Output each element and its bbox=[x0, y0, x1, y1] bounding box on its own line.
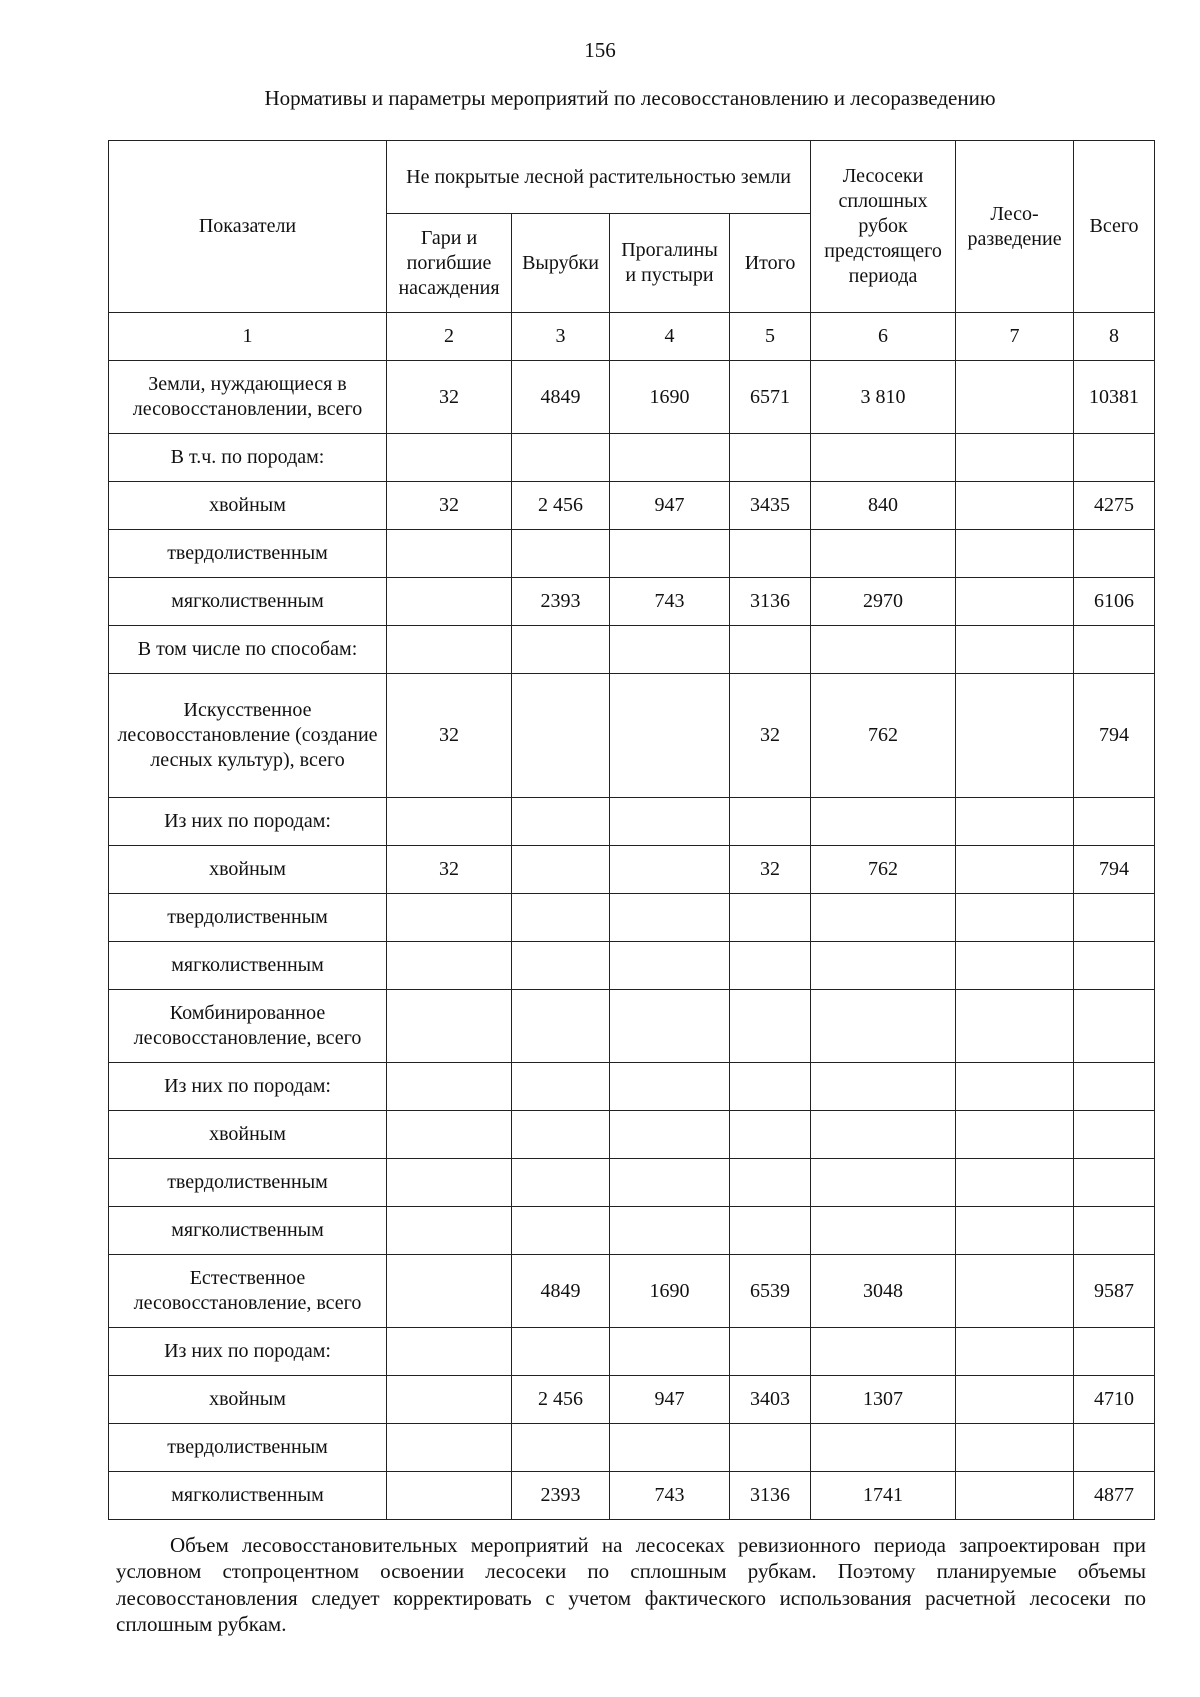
table-cell: 32 bbox=[730, 846, 811, 894]
table-cell bbox=[730, 1328, 811, 1376]
table-cell bbox=[610, 1063, 730, 1111]
row-label: Комбинированное лесовосстановление, всего bbox=[109, 990, 387, 1063]
table-cell bbox=[512, 846, 610, 894]
table-body bbox=[109, 313, 1155, 1520]
table-cell: 4877 bbox=[1074, 1472, 1155, 1520]
table-cell bbox=[1074, 798, 1155, 846]
table-cell bbox=[387, 1159, 512, 1207]
table-cell bbox=[811, 1159, 956, 1207]
table-cell bbox=[387, 894, 512, 942]
table-cell bbox=[610, 1424, 730, 1472]
table-cell: 947 bbox=[610, 482, 730, 530]
table-cell: 794 bbox=[1074, 674, 1155, 798]
table-cell bbox=[387, 434, 512, 482]
table-cell bbox=[610, 1111, 730, 1159]
row-label: мягколиственным bbox=[109, 1207, 387, 1255]
row-label: Земли, нуждающиеся в лесовосстановлении, всего bbox=[109, 361, 387, 434]
table-cell bbox=[811, 1207, 956, 1255]
table-cell bbox=[730, 530, 811, 578]
table-cell: 4849 bbox=[512, 361, 610, 434]
table-cell bbox=[730, 434, 811, 482]
table-row bbox=[109, 1063, 1155, 1111]
table-cell bbox=[811, 798, 956, 846]
row-label: твердолиственным bbox=[109, 1424, 387, 1472]
table-cell bbox=[811, 990, 956, 1063]
table-cell bbox=[1074, 990, 1155, 1063]
column-number: 1 bbox=[109, 313, 387, 361]
table-cell: 32 bbox=[730, 674, 811, 798]
table-cell: 9587 bbox=[1074, 1255, 1155, 1328]
table-cell bbox=[610, 1328, 730, 1376]
table-cell bbox=[811, 942, 956, 990]
table-cell bbox=[512, 1424, 610, 1472]
column-number: 4 bbox=[610, 313, 730, 361]
table-cell bbox=[811, 530, 956, 578]
table-cell bbox=[956, 1376, 1074, 1424]
table-row bbox=[109, 1472, 1155, 1520]
table-cell bbox=[610, 626, 730, 674]
table-cell bbox=[512, 894, 610, 942]
column-number-row bbox=[109, 313, 1155, 361]
table-row bbox=[109, 798, 1155, 846]
header-afforestation: Лесо-разведение bbox=[956, 141, 1074, 313]
table-cell: 3136 bbox=[730, 578, 811, 626]
table-cell bbox=[811, 894, 956, 942]
table-cell bbox=[610, 798, 730, 846]
table-cell bbox=[512, 942, 610, 990]
header-subtotal: Итого bbox=[730, 214, 811, 313]
row-label: хвойным bbox=[109, 1111, 387, 1159]
row-label: Естественное лесовосстановление, всего bbox=[109, 1255, 387, 1328]
table-cell bbox=[956, 798, 1074, 846]
table-cell bbox=[956, 990, 1074, 1063]
table-row bbox=[109, 578, 1155, 626]
table-row bbox=[109, 1424, 1155, 1472]
table-cell: 2393 bbox=[512, 1472, 610, 1520]
page-number: 156 bbox=[584, 38, 616, 62]
table-cell: 2393 bbox=[512, 578, 610, 626]
table-cell bbox=[512, 1159, 610, 1207]
row-label: хвойным bbox=[109, 846, 387, 894]
table-cell bbox=[387, 1376, 512, 1424]
table-cell bbox=[956, 1472, 1074, 1520]
column-number: 3 bbox=[512, 313, 610, 361]
table-cell bbox=[387, 990, 512, 1063]
table-cell bbox=[956, 434, 1074, 482]
row-label: хвойным bbox=[109, 1376, 387, 1424]
body-paragraph: Объем лесовосстановительных мероприятий на лесосеках ревизионного периода запроектирован при условном стопроцентном освоении лесосеки по сплошным рубкам. Поэтому планируемые объемы лесовосстановления следует корректировать с учетом фактического использования расчетной лесосеки по сплошным рубкам. bbox=[116, 1533, 1146, 1637]
table-row bbox=[109, 1376, 1155, 1424]
table-cell: 794 bbox=[1074, 846, 1155, 894]
table-cell: 3435 bbox=[730, 482, 811, 530]
table-cell bbox=[1074, 894, 1155, 942]
header-clearcut-areas: Лесосеки сплошных рубок предстоящего периода bbox=[811, 141, 956, 313]
table-cell bbox=[387, 530, 512, 578]
table-cell bbox=[610, 530, 730, 578]
table-cell bbox=[512, 530, 610, 578]
table-cell bbox=[730, 894, 811, 942]
table-cell bbox=[610, 434, 730, 482]
table-cell bbox=[610, 1207, 730, 1255]
row-label: твердолиственным bbox=[109, 1159, 387, 1207]
table-cell bbox=[730, 1063, 811, 1111]
row-label: мягколиственным bbox=[109, 942, 387, 990]
table-cell bbox=[956, 846, 1074, 894]
table-cell: 3048 bbox=[811, 1255, 956, 1328]
table-cell bbox=[387, 1328, 512, 1376]
table-row bbox=[109, 434, 1155, 482]
table-cell bbox=[730, 942, 811, 990]
table-cell: 743 bbox=[610, 578, 730, 626]
table-cell bbox=[610, 990, 730, 1063]
table-row bbox=[109, 1159, 1155, 1207]
table-row bbox=[109, 361, 1155, 434]
table-cell bbox=[1074, 434, 1155, 482]
table-cell bbox=[956, 1111, 1074, 1159]
table-cell bbox=[512, 798, 610, 846]
table-cell bbox=[730, 1424, 811, 1472]
row-label: В том числе по способам: bbox=[109, 626, 387, 674]
table-cell bbox=[610, 942, 730, 990]
header-indicators: Показатели bbox=[109, 141, 387, 313]
table-row bbox=[109, 674, 1155, 798]
table-cell bbox=[956, 1063, 1074, 1111]
table-cell bbox=[512, 626, 610, 674]
table-row bbox=[109, 894, 1155, 942]
table-cell bbox=[387, 1063, 512, 1111]
table-row bbox=[109, 530, 1155, 578]
table-cell bbox=[1074, 942, 1155, 990]
table-cell bbox=[1074, 1063, 1155, 1111]
table-cell: 840 bbox=[811, 482, 956, 530]
table-row bbox=[109, 1255, 1155, 1328]
table-cell bbox=[811, 1111, 956, 1159]
table-cell bbox=[956, 482, 1074, 530]
table-cell bbox=[730, 798, 811, 846]
table-cell bbox=[387, 1472, 512, 1520]
row-label: Из них по породам: bbox=[109, 1063, 387, 1111]
table-cell bbox=[512, 434, 610, 482]
table-cell: 6539 bbox=[730, 1255, 811, 1328]
table-cell bbox=[387, 942, 512, 990]
row-label: твердолиственным bbox=[109, 530, 387, 578]
table-cell bbox=[956, 1328, 1074, 1376]
table-cell bbox=[956, 1159, 1074, 1207]
table-cell bbox=[1074, 626, 1155, 674]
document-title: Нормативы и параметры мероприятий по лесовосстановлению и лесоразведению bbox=[264, 86, 996, 110]
table-cell bbox=[956, 942, 1074, 990]
table-cell bbox=[1074, 1424, 1155, 1472]
header-burned: Гари и погибшие насаждения bbox=[387, 214, 512, 313]
column-number: 8 bbox=[1074, 313, 1155, 361]
header-not-covered-lands: Не покрытые лесной растительностью земли bbox=[387, 141, 811, 214]
table-cell: 3 810 bbox=[811, 361, 956, 434]
table-cell bbox=[956, 530, 1074, 578]
table-cell bbox=[1074, 1328, 1155, 1376]
table-cell bbox=[512, 1207, 610, 1255]
table-cell: 6571 bbox=[730, 361, 811, 434]
table-cell bbox=[730, 1111, 811, 1159]
table-row bbox=[109, 1328, 1155, 1376]
table-row bbox=[109, 1207, 1155, 1255]
table-cell: 32 bbox=[387, 361, 512, 434]
table-cell: 6106 bbox=[1074, 578, 1155, 626]
table-cell bbox=[387, 578, 512, 626]
table-cell bbox=[730, 1159, 811, 1207]
table-cell: 947 bbox=[610, 1376, 730, 1424]
column-number: 7 bbox=[956, 313, 1074, 361]
table-cell: 3136 bbox=[730, 1472, 811, 1520]
table-cell bbox=[811, 1328, 956, 1376]
table-cell: 1690 bbox=[610, 361, 730, 434]
table-cell bbox=[811, 626, 956, 674]
table-row bbox=[109, 990, 1155, 1063]
table-cell: 4849 bbox=[512, 1255, 610, 1328]
table-cell bbox=[730, 990, 811, 1063]
table-row bbox=[109, 1111, 1155, 1159]
table-cell bbox=[512, 1063, 610, 1111]
table-cell: 4710 bbox=[1074, 1376, 1155, 1424]
table-cell bbox=[512, 990, 610, 1063]
table-cell: 10381 bbox=[1074, 361, 1155, 434]
table-cell: 762 bbox=[811, 846, 956, 894]
table-cell bbox=[730, 626, 811, 674]
table-cell: 2970 bbox=[811, 578, 956, 626]
table-cell bbox=[956, 626, 1074, 674]
table-cell bbox=[811, 1063, 956, 1111]
table-cell bbox=[387, 1207, 512, 1255]
table-cell bbox=[512, 1328, 610, 1376]
table-cell bbox=[956, 1255, 1074, 1328]
table-row bbox=[109, 482, 1155, 530]
table-cell bbox=[956, 674, 1074, 798]
table-cell bbox=[1074, 530, 1155, 578]
row-label: мягколиственным bbox=[109, 1472, 387, 1520]
table-cell: 2 456 bbox=[512, 1376, 610, 1424]
column-number: 5 bbox=[730, 313, 811, 361]
table-cell bbox=[956, 894, 1074, 942]
table-row bbox=[109, 846, 1155, 894]
row-label: Из них по породам: bbox=[109, 798, 387, 846]
table-cell: 1690 bbox=[610, 1255, 730, 1328]
table-cell: 1741 bbox=[811, 1472, 956, 1520]
table-cell: 1307 bbox=[811, 1376, 956, 1424]
table-row bbox=[109, 626, 1155, 674]
table-cell bbox=[387, 1424, 512, 1472]
row-label: Искусственное лесовосстановление (создание лесных культур), всего bbox=[109, 674, 387, 798]
forest-restoration-table bbox=[108, 140, 1155, 1520]
column-number: 6 bbox=[811, 313, 956, 361]
table-cell: 32 bbox=[387, 846, 512, 894]
table-cell bbox=[730, 1207, 811, 1255]
row-label: Из них по породам: bbox=[109, 1328, 387, 1376]
table-cell bbox=[610, 846, 730, 894]
table-cell bbox=[956, 578, 1074, 626]
table-cell: 4275 bbox=[1074, 482, 1155, 530]
table-cell: 743 bbox=[610, 1472, 730, 1520]
table-cell bbox=[387, 1111, 512, 1159]
table-cell bbox=[956, 361, 1074, 434]
row-label: В т.ч. по породам: bbox=[109, 434, 387, 482]
table-cell: 32 bbox=[387, 482, 512, 530]
table-cell bbox=[1074, 1111, 1155, 1159]
row-label: хвойным bbox=[109, 482, 387, 530]
table-cell bbox=[1074, 1159, 1155, 1207]
header-glades: Прогалины и пустыри bbox=[610, 214, 730, 313]
table-cell bbox=[512, 674, 610, 798]
table-cell bbox=[610, 1159, 730, 1207]
header-cuttings: Вырубки bbox=[512, 214, 610, 313]
table-cell bbox=[956, 1207, 1074, 1255]
table-cell bbox=[512, 1111, 610, 1159]
table-cell bbox=[1074, 1207, 1155, 1255]
table-cell bbox=[387, 1255, 512, 1328]
table-cell bbox=[387, 798, 512, 846]
table-cell bbox=[956, 1424, 1074, 1472]
table-cell: 3403 bbox=[730, 1376, 811, 1424]
table-cell bbox=[811, 434, 956, 482]
table-cell: 762 bbox=[811, 674, 956, 798]
row-label: твердолиственным bbox=[109, 894, 387, 942]
table-cell bbox=[610, 674, 730, 798]
table-cell bbox=[387, 626, 512, 674]
row-label: мягколиственным bbox=[109, 578, 387, 626]
table-cell: 32 bbox=[387, 674, 512, 798]
table-cell bbox=[610, 894, 730, 942]
header-total: Всего bbox=[1074, 141, 1155, 313]
column-number: 2 bbox=[387, 313, 512, 361]
table-cell: 2 456 bbox=[512, 482, 610, 530]
table-row bbox=[109, 942, 1155, 990]
table-cell bbox=[811, 1424, 956, 1472]
